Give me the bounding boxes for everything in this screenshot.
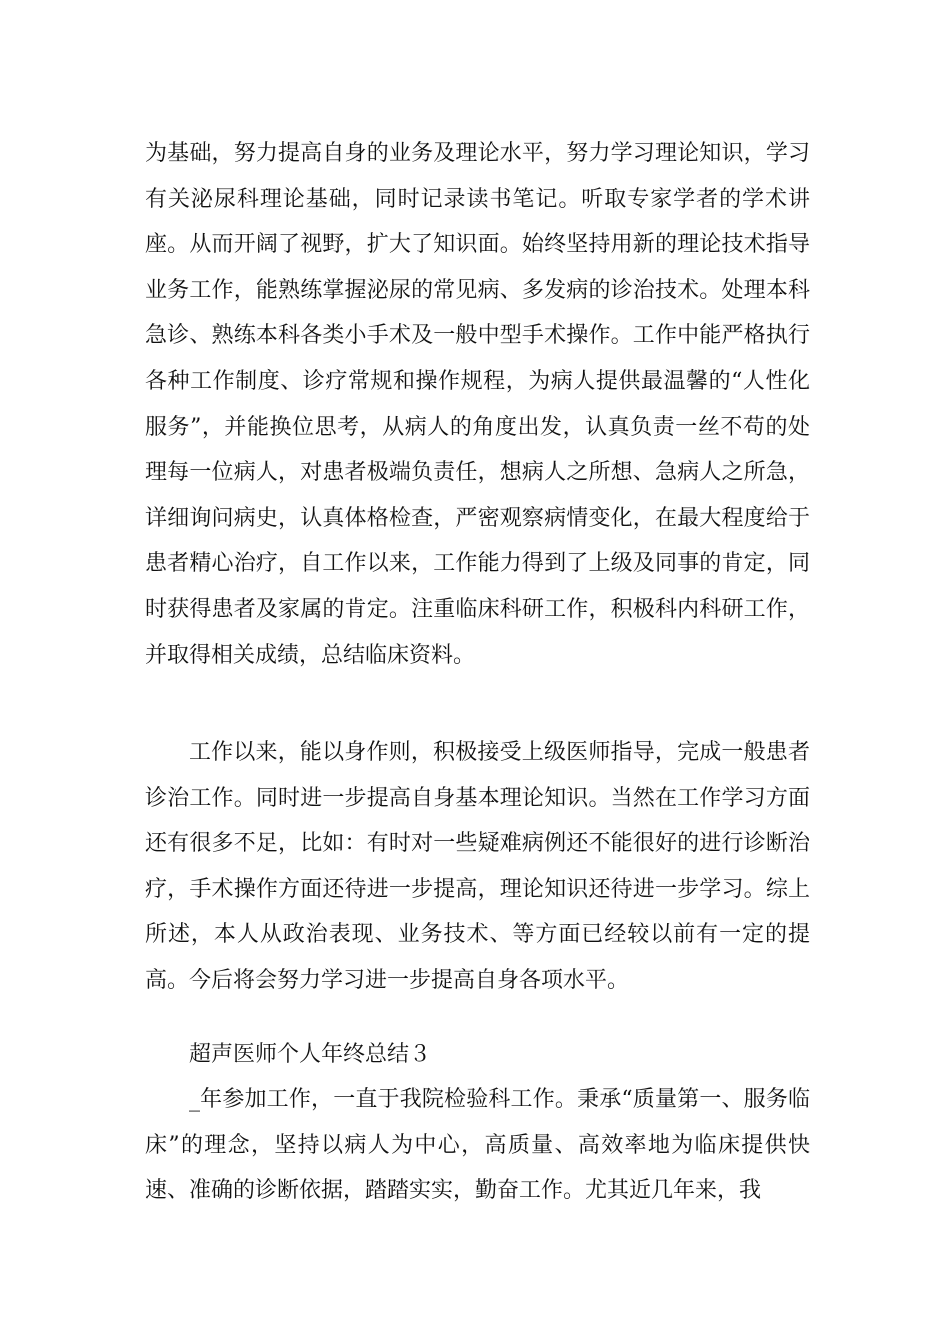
paragraph-text: _年参加工作，一直于我院检验科工作。秉承“质量第一、服务临床”的理念，坚持以病人为中心，高质量、高效率地为临床提供快速、准确的诊断依据，踏踏实实，勤奋工作。尤其近几年来，我: [145, 1087, 810, 1204]
heading-text: 超声医师个人年终总结３: [189, 1042, 432, 1067]
paragraph-text: 工作以来，能以身作则，积极接受上级医师指导，完成一般患者诊治工作。同时进一步提高自身基本理论知识。当然在工作学习方面还有很多不足，比如：有时对一些疑难病例还不能很好的进行诊断治疗，手术操作方面还待进一步提高，理论知识还待进一步学习。综上所述，本人从政治表现、业务技术、等方面已经较以前有一定的提高。今后将会努力学习进一步提高自身各项水平。: [145, 740, 810, 993]
paragraph-section-3: [145, 1077, 810, 1214]
paragraph-continuation: [145, 131, 810, 678]
paragraph-text: 为基础，努力提高自身的业务及理论水平，努力学习理论知识，学习有关泌尿科理论基础，同时记录读书笔记。听取专家学者的学术讲座。从而开阔了视野，扩大了知识面。始终坚持用新的理论技术指导业务工作，能熟练掌握泌尿的常见病、多发病的诊治技术。处理本科急诊、熟练本科各类小手术及一般中型手术操作。工作中能严格执行各种工作制度、诊疗常规和操作规程，为病人提供最温馨的“人性化服务”，并能换位思考，从病人的角度出发，认真负责一丝不苟的处理每一位病人，对患者极端负责任，想病人之所想、急病人之所急，详细询问病史，认真体格检查，严密观察病情变化，在最大程度给于患者精心治疗，自工作以来，工作能力得到了上级及同事的肯定，同时获得患者及家属的肯定。注重临床科研工作，积极科内科研工作，并取得相关成绩，总结临床资料。: [145, 141, 810, 668]
section-heading: [145, 1032, 810, 1078]
paragraph-work-summary: [145, 730, 810, 1004]
